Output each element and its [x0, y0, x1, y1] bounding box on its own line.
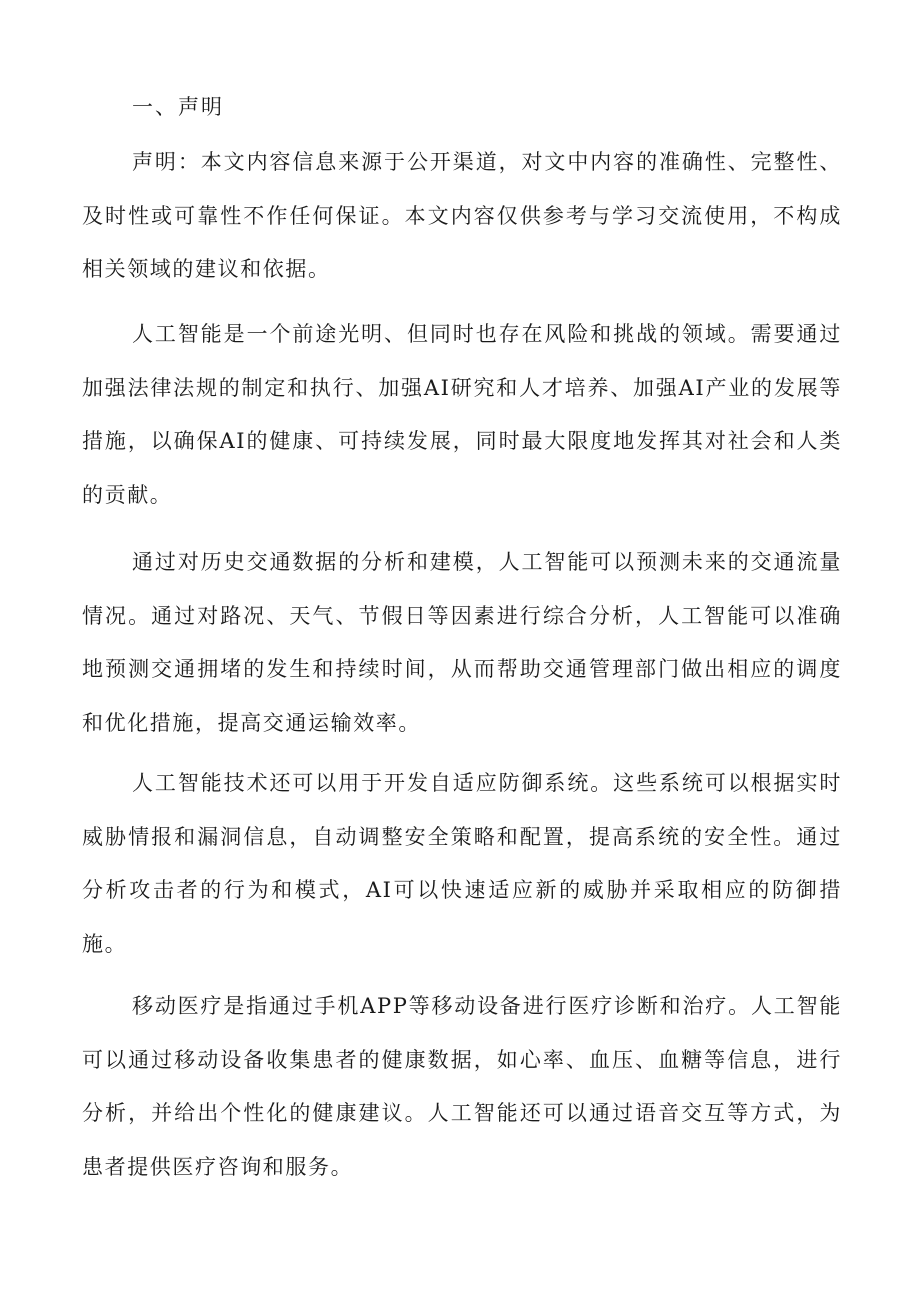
- body-paragraph-ai-outlook: 人工智能是一个前途光明、但同时也存在风险和挑战的领域。需要通过加强法律法规的制定和执行、加强AI研究和人才培养、加强AI产业的发展等措施，以确保AI的健康、可持续发展，同时最大限度地发挥其对社会和人类的贡献。: [82, 322, 842, 507]
- body-paragraph-security: 人工智能技术还可以用于开发自适应防御系统。这些系统可以根据实时威胁情报和漏洞信息，自动调整安全策略和配置，提高系统的安全性。通过分析攻击者的行为和模式，AI可以快速适应新的威胁并采取相应的防御措施。: [82, 771, 842, 956]
- disclaimer-paragraph: 声明：本文内容信息来源于公开渠道，对文中内容的准确性、完整性、及时性或可靠性不作任何保证。本文内容仅供参考与学习交流使用，不构成相关领域的建议和依据。: [82, 150, 842, 281]
- body-paragraph-mobile-health: 移动医疗是指通过手机APP等移动设备进行医疗诊断和治疗。人工智能可以通过移动设备收集患者的健康数据，如心率、血压、血糖等信息，进行分析，并给出个性化的健康建议。人工智能还可以通过语音交互等方式，为患者提供医疗咨询和服务。: [82, 994, 842, 1179]
- body-paragraph-traffic: 通过对历史交通数据的分析和建模，人工智能可以预测未来的交通流量情况。通过对路况、天气、节假日等因素进行综合分析，人工智能可以准确地预测交通拥堵的发生和持续时间，从而帮助交通管理部门做出相应的调度和优化措施，提高交通运输效率。: [82, 550, 842, 735]
- section-heading: 一、声明: [132, 95, 224, 119]
